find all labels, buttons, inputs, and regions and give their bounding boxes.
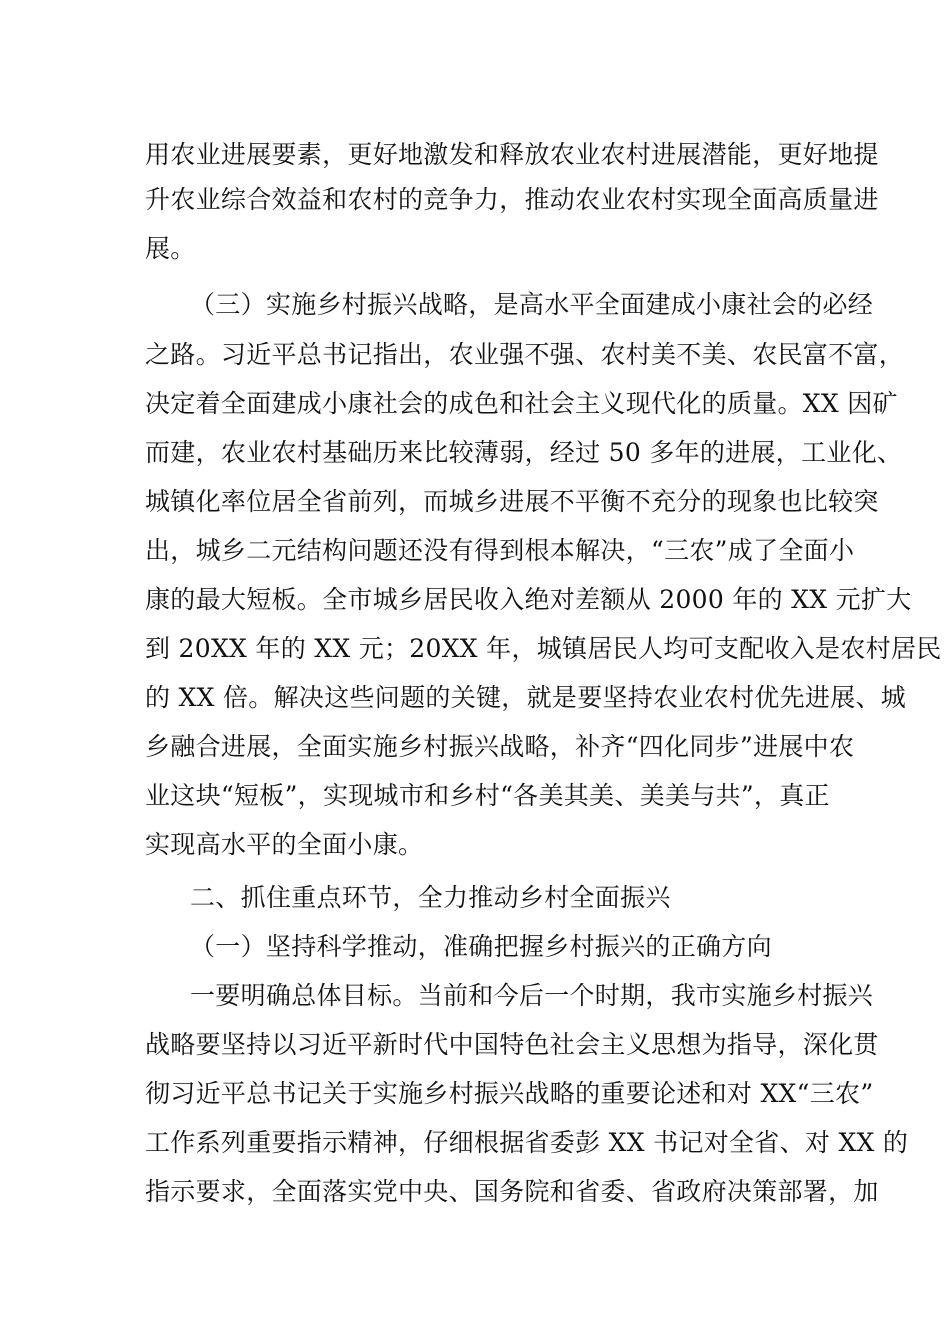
text-line: 出，城乡二元结构问题还没有得到根本解决，“三农”成了全面小 bbox=[145, 536, 855, 565]
text-line: 决定着全面建成小康社会的成色和社会主义现代化的质量。XX 因矿 bbox=[145, 389, 898, 418]
subsection-heading: （一）坚持科学推动，准确把握乡村振兴的正确方向 bbox=[190, 932, 772, 961]
text-line: 而建，农业农村基础历来比较薄弱，经过 50 多年的进展，工业化、 bbox=[145, 438, 903, 467]
text-line: 的 XX 倍。解决这些问题的关键，就是要坚持农业农村优先进展、城 bbox=[145, 683, 907, 712]
text-line: 用农业进展要素，更好地激发和释放农业农村进展潜能，更好地提 bbox=[145, 140, 879, 169]
text-line: 工作系列重要指示精神，仔细根据省委彭 XX 书记对全省、对 XX 的 bbox=[145, 1128, 909, 1157]
section-heading: 二、抓住重点环节，全力推动乡村全面振兴 bbox=[190, 883, 671, 912]
paragraph-start-line: 一要明确总体目标。当前和今后一个时期，我市实施乡村振兴 bbox=[190, 981, 874, 1010]
text-line: 到 20XX 年的 XX 元；20XX 年，城镇居民人均可支配收入是农村居民 bbox=[145, 634, 942, 663]
text-line: 康的最大短板。全市城乡居民收入绝对差额从 2000 年的 XX 元扩大 bbox=[145, 585, 912, 614]
text-line: 升农业综合效益和农村的竞争力，推动农业农村实现全面高质量进 bbox=[145, 185, 879, 214]
text-line: 展。 bbox=[145, 234, 196, 263]
text-line: 指示要求，全面落实党中央、国务院和省委、省政府决策部署，加 bbox=[145, 1177, 879, 1206]
text-line: 战略要坚持以习近平新时代中国特色社会主义思想为指导，深化贯 bbox=[145, 1030, 879, 1059]
text-line: 之路。习近平总书记指出，农业强不强、农村美不美、农民富不富， bbox=[145, 340, 905, 369]
text-line: 业这块“短板”，实现城市和乡村“各美其美、美美与共”，真正 bbox=[145, 781, 830, 810]
paragraph-start-line: （三）实施乡村振兴战略，是高水平全面建成小康社会的必经 bbox=[190, 290, 874, 319]
text-line: 彻习近平总书记关于实施乡村振兴战略的重要论述和对 XX“三农” bbox=[145, 1079, 874, 1108]
text-line: 实现高水平的全面小康。 bbox=[145, 830, 424, 859]
text-line: 乡融合进展，全面实施乡村振兴战略，补齐“四化同步”进展中农 bbox=[145, 732, 855, 761]
text-line: 城镇化率位居全省前列，而城乡进展不平衡不充分的现象也比较突 bbox=[145, 487, 879, 516]
